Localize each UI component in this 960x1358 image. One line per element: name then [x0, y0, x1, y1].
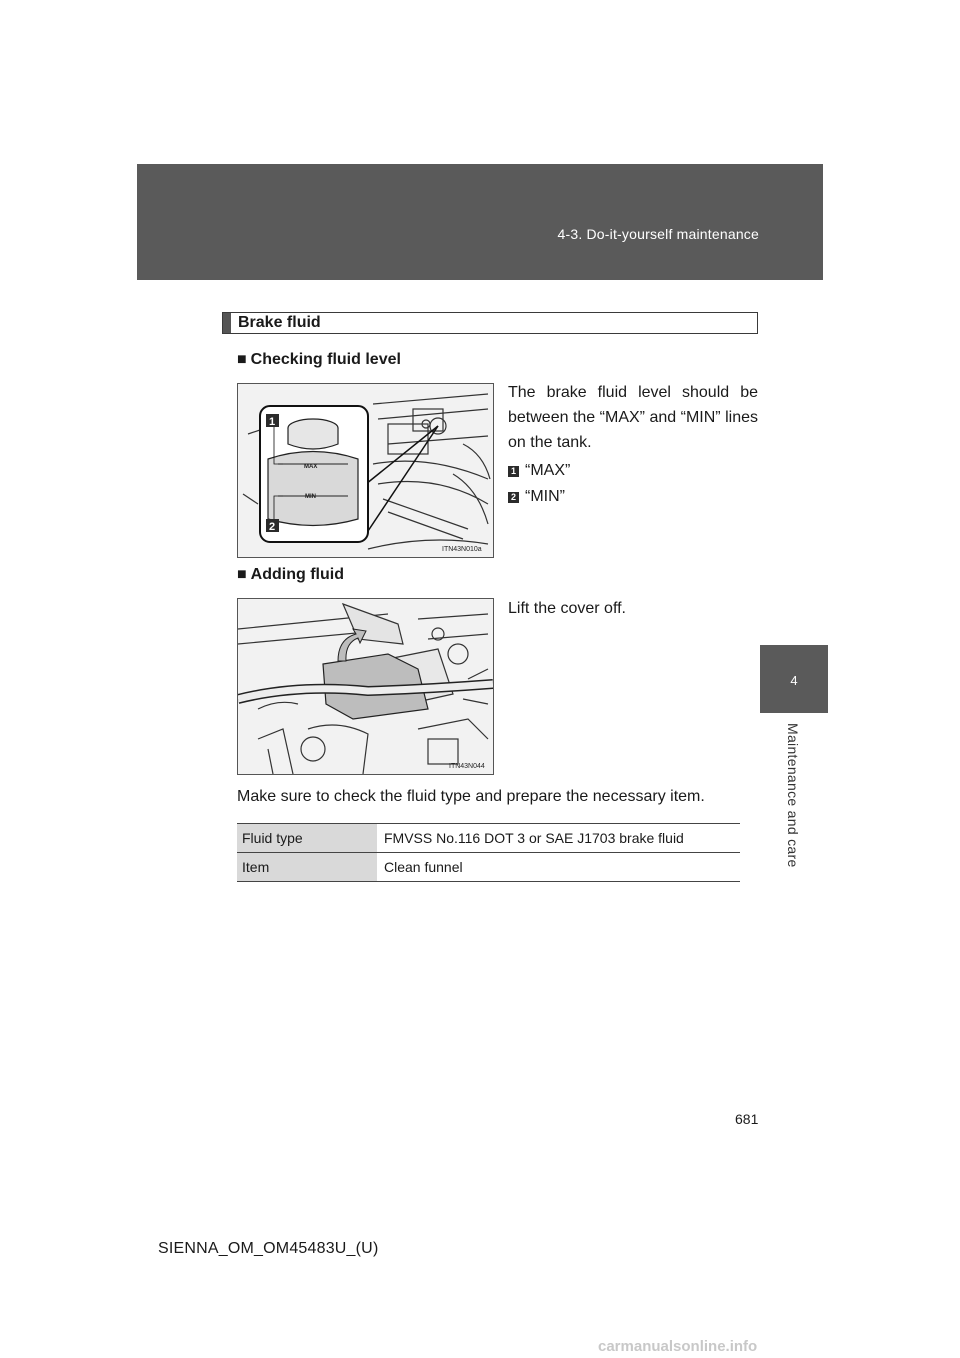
min-mark-label: MIN: [305, 494, 316, 500]
subheading-adding: [237, 566, 344, 584]
figure-code: ITN43N044: [449, 763, 485, 770]
section-heading-text: Brake fluid: [238, 314, 321, 331]
page-number: 681: [735, 1111, 759, 1127]
table-key: Item: [237, 853, 377, 882]
chapter-number: 4: [790, 673, 798, 688]
adding-paragraph: Lift the cover off.: [508, 600, 626, 617]
checking-paragraph: The brake fluid level should be between the “MAX” and “MIN” lines on the tank.: [508, 384, 758, 451]
footer-code: SIENNA_OM_OM45483U_(U): [158, 1240, 379, 1257]
callout-2-marker-num: 2: [269, 521, 276, 533]
chapter-tab: [760, 645, 828, 713]
section-heading-bar: [223, 313, 231, 333]
section-heading: [222, 312, 758, 334]
section-title: 4-3. Do-it-yourself maintenance: [557, 226, 759, 242]
table-value: Clean funnel: [377, 853, 740, 882]
figure-cover: [237, 598, 494, 775]
prep-paragraph: Make sure to check the fluid type and prepare the necessary item.: [237, 788, 705, 805]
max-mark-label: MAX: [304, 464, 318, 470]
callout-2-icon: 2: [508, 492, 519, 503]
watermark: carmanualsonline.info: [598, 1338, 758, 1355]
reservoir-illustration: [238, 384, 493, 557]
subheading-adding-text: Adding fluid: [250, 566, 344, 583]
table-value: FMVSS No.116 DOT 3 or SAE J1703 brake fluid: [377, 824, 740, 853]
cover-illustration: [238, 599, 493, 774]
subheading-checking: [237, 351, 401, 369]
table-row: [237, 824, 740, 853]
spec-table: [237, 823, 740, 882]
callout-min-label: “MIN”: [525, 488, 565, 505]
square-bullet-icon: ■: [237, 351, 247, 368]
subheading-checking-text: Checking fluid level: [250, 351, 401, 368]
callout-max-label: “MAX”: [525, 462, 571, 479]
square-bullet-icon: ■: [237, 566, 247, 583]
table-key: Fluid type: [237, 824, 377, 853]
callout-1-icon: 1: [508, 466, 519, 477]
callout-min: [508, 488, 565, 506]
header-band: [137, 164, 823, 280]
figure-code: ITN43N010a: [442, 546, 482, 553]
chapter-label: Maintenance and care: [785, 723, 801, 868]
callout-1-marker-num: 1: [269, 416, 276, 428]
figure-reservoir: [237, 383, 494, 558]
callout-max: [508, 462, 570, 480]
table-row: [237, 853, 740, 882]
